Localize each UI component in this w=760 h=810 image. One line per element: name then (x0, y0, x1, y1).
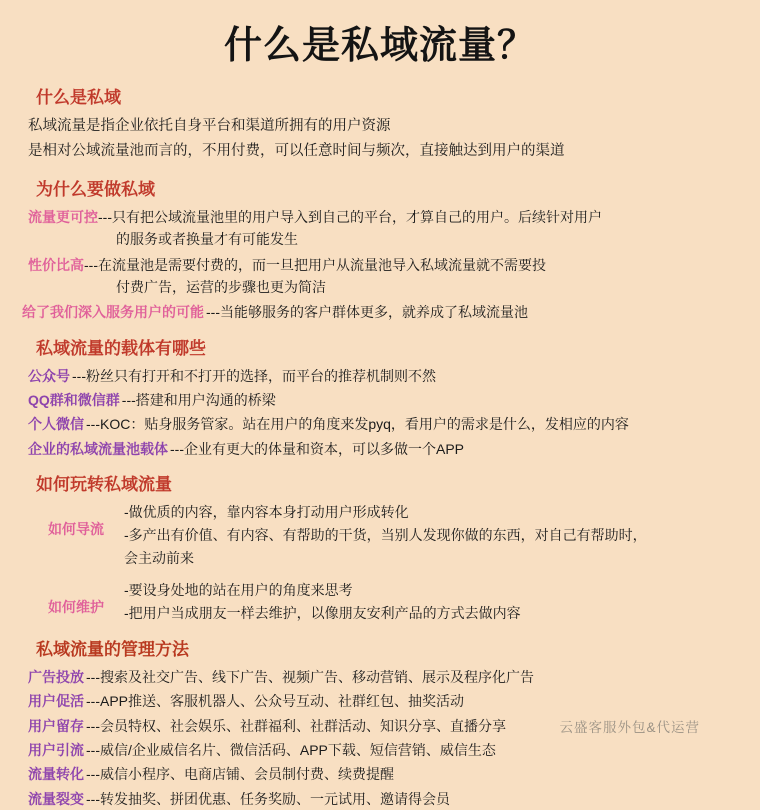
howto-line: -把用户当成朋友一样去维护，以像朋友安利产品的方式去做内容 (124, 604, 521, 621)
section-heading: 私域流量的载体有哪些 (36, 338, 206, 358)
list-item-value: ---会员特权、社会娱乐、社群福利、社群活动、知识分享、直播分享 (86, 717, 506, 734)
section-how-to-play (22, 470, 738, 624)
list-item-key: 用户促活 (28, 693, 84, 710)
section-heading: 私域流量的管理方法 (36, 639, 189, 659)
list-item (28, 365, 738, 387)
list-item-value: ---当能够服务的客户群体更多，就养成了私域流量池 (206, 304, 528, 321)
list-item-key: 广告投放 (28, 668, 84, 685)
list-item-key: 流量更可控 (28, 208, 98, 225)
section-why-private-domain (22, 175, 738, 324)
list-item (28, 690, 738, 712)
list-item-key: 企业的私域流量池载体 (28, 440, 168, 457)
list-item-key: 性价比高 (28, 256, 84, 273)
list-item (28, 206, 738, 251)
list-item-key: 流量转化 (28, 766, 84, 783)
list-item-value: ---只有把公域流量池里的用户导入到自己的平台，才算自己的用户。后续针对用户 (98, 208, 602, 225)
list-item-key: 公众号 (28, 367, 70, 384)
list-item-value: ---APP推送、客服机器人、公众号互动、社群红包、抽奖活动 (86, 693, 464, 710)
list-item-key: QQ群和微信群 (28, 392, 120, 409)
list-item-key: 个人微信 (28, 416, 84, 433)
section-what-is-private-domain (22, 83, 738, 165)
list-item-continuation: 的服务或者换量才有可能发生 (116, 231, 298, 248)
poster-content (0, 83, 760, 810)
list-item (28, 739, 738, 761)
howto-line: -做优质的内容，靠内容本身打动用户形成转化 (124, 504, 409, 521)
list-item-key: 流量裂变 (28, 790, 84, 807)
howto-lines (124, 579, 521, 625)
section-paragraph: 私域流量是指企业依托自身平台和渠道所拥有的用户资源 (28, 118, 391, 134)
howto-block-maintenance (28, 579, 738, 625)
list-item-value: ---搜索及社交广告、线下广告、视频广告、移动营销、展示及程序化广告 (86, 668, 534, 685)
howto-label: 如何导流 (48, 521, 104, 538)
list-item (28, 666, 738, 688)
howto-line: -要设身处地的站在用户的角度来思考 (124, 581, 353, 598)
section-paragraph: 是相对公域流量池而言的，不用付费，可以任意时间与频次，直接触达到用户的渠道 (28, 143, 565, 160)
list-item-key: 用户留存 (28, 717, 84, 734)
list-item-value: ---在流量池是需要付费的，而一旦把用户从流量池导入私域流量就不需要投 (84, 256, 546, 273)
footer-watermark: 云盛客服外包&代运营 (559, 720, 700, 735)
list-item-value: ---威信/企业威信名片、微信活码、APP下载、短信营销、威信生态 (86, 741, 496, 758)
list-item-value: ---威信小程序、电商店铺、会员制付费、续费提醒 (86, 766, 394, 783)
list-item-key: 用户引流 (28, 741, 84, 758)
section-heading: 为什么要做私域 (36, 179, 155, 199)
list-item-value: ---搭建和用户沟通的桥梁 (121, 392, 276, 409)
list-item (28, 254, 738, 299)
list-item-continuation: 付费广告，运营的步骤也更为简洁 (116, 278, 326, 295)
section-heading: 什么是私域 (36, 88, 121, 107)
list-item-value: ---企业有更大的体量和资本，可以多做一个APP (170, 440, 464, 457)
list-item (28, 389, 738, 411)
howto-label: 如何维护 (48, 598, 104, 615)
section-heading: 如何玩转私域流量 (36, 475, 172, 495)
list-item (28, 413, 738, 435)
list-item (28, 438, 738, 460)
page-title: 什么是私域流量？ (223, 25, 536, 67)
list-item-value: ---转发抽奖、拼团优惠、任务奖励、一元试用、邀请得会员 (86, 790, 450, 807)
howto-block-drainage (28, 501, 738, 570)
list-item-value: ---KOC：贴身服务管家。站在用户的角度来发pyq，看用户的需求是什么，发相应的内容 (86, 416, 629, 433)
list-item (28, 763, 738, 785)
howto-lines (124, 501, 647, 570)
list-item (22, 301, 738, 323)
howto-line: -多产出有价值、有内容、有帮助的干货，当别人发现你做的东西，对自己有帮助时， (124, 527, 647, 544)
list-item (28, 788, 738, 810)
section-carriers (22, 334, 738, 461)
howto-line: 会主动前来 (124, 550, 194, 567)
list-item-key: 给了我们深入服务用户的可能 (22, 304, 204, 321)
list-item-value: ---粉丝只有打开和不打开的选择，而平台的推荐机制则不然 (72, 367, 436, 384)
